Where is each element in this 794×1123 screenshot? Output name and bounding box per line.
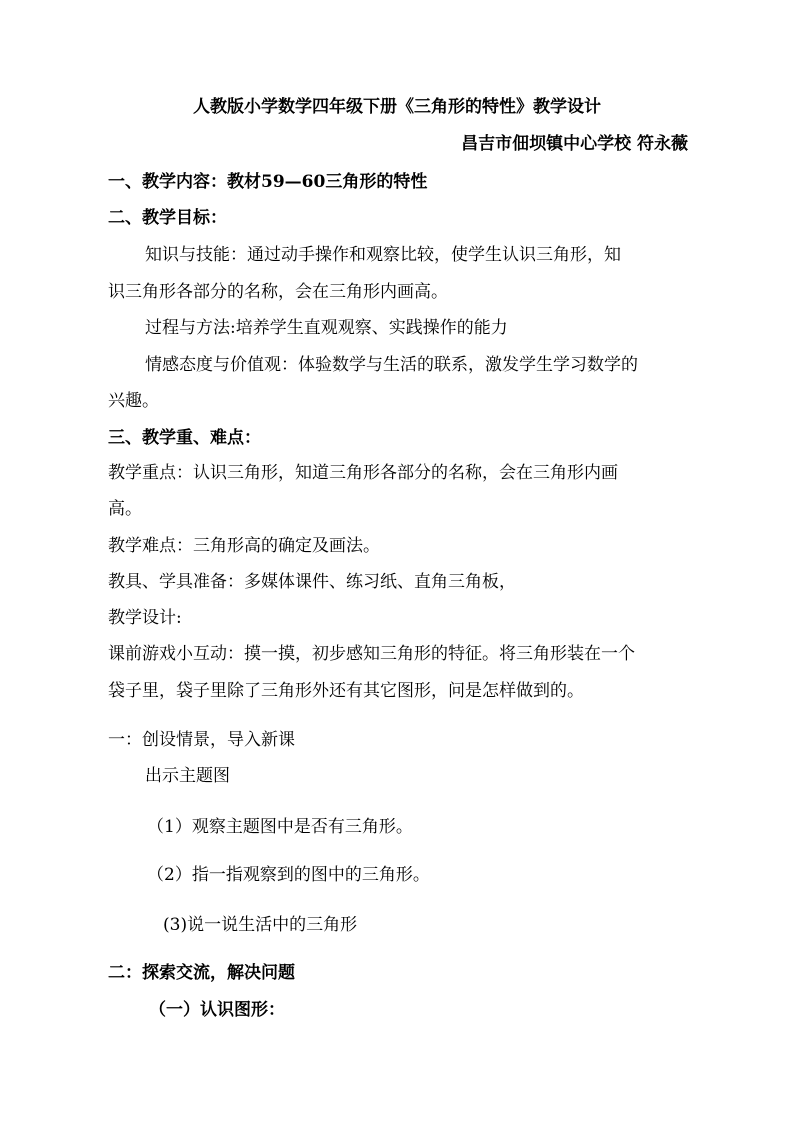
author-line: 昌吉市佃坝镇中心学校 符永薇 bbox=[461, 134, 688, 154]
part1-heading: 一：创设情景，导入新课 bbox=[108, 730, 295, 750]
part1-show-theme: 出示主题图 bbox=[145, 766, 230, 786]
section-heading-goals: 二、教学目标： bbox=[108, 208, 227, 228]
section-heading-content: 一、教学内容：教材59—60三角形的特性 bbox=[108, 172, 428, 192]
goal-knowledge-line2: 识三角形各部分的名称，会在三角形内画高。 bbox=[108, 282, 448, 302]
part1-step1: （1）观察主题图中是否有三角形。 bbox=[147, 817, 413, 837]
part1-step2: （2）指一指观察到的图中的三角形。 bbox=[147, 865, 430, 885]
part2-heading: 二：探索交流，解决问题 bbox=[108, 963, 295, 983]
part2-subheading: （一）认识图形： bbox=[149, 1000, 285, 1020]
difficulty-line: 教学难点：三角形高的确定及画法。 bbox=[108, 536, 380, 556]
document-title: 人教版小学数学四年级下册《三角形的特性》教学设计 bbox=[193, 97, 601, 117]
goal-emotion-line1: 情感态度与价值观：体验数学与生活的联系，激发学生学习数学的 bbox=[145, 355, 638, 375]
key-point-line2: 高。 bbox=[108, 499, 142, 519]
design-heading: 教学设计: bbox=[108, 608, 182, 628]
goal-emotion-line2: 兴趣。 bbox=[108, 391, 159, 411]
part1-step3: (3)说一说生活中的三角形 bbox=[163, 915, 358, 935]
key-point-line1: 教学重点：认识三角形，知道三角形各部分的名称，会在三角形内画 bbox=[108, 463, 618, 483]
warmup-line2: 袋子里，袋子里除了三角形外还有其它图形，问是怎样做到的。 bbox=[108, 681, 584, 701]
warmup-line1: 课前游戏小互动：摸一摸，初步感知三角形的特征。将三角形装在一个 bbox=[108, 644, 635, 664]
goal-knowledge-line1: 知识与技能：通过动手操作和观察比较，使学生认识三角形，知 bbox=[145, 245, 621, 265]
materials-line: 教具、学具准备：多媒体课件、练习纸、直角三角板， bbox=[108, 572, 516, 592]
goal-process: 过程与方法:培养学生直观观察、实践操作的能力 bbox=[145, 318, 508, 338]
section-heading-key-points: 三、教学重、难点： bbox=[108, 428, 261, 448]
